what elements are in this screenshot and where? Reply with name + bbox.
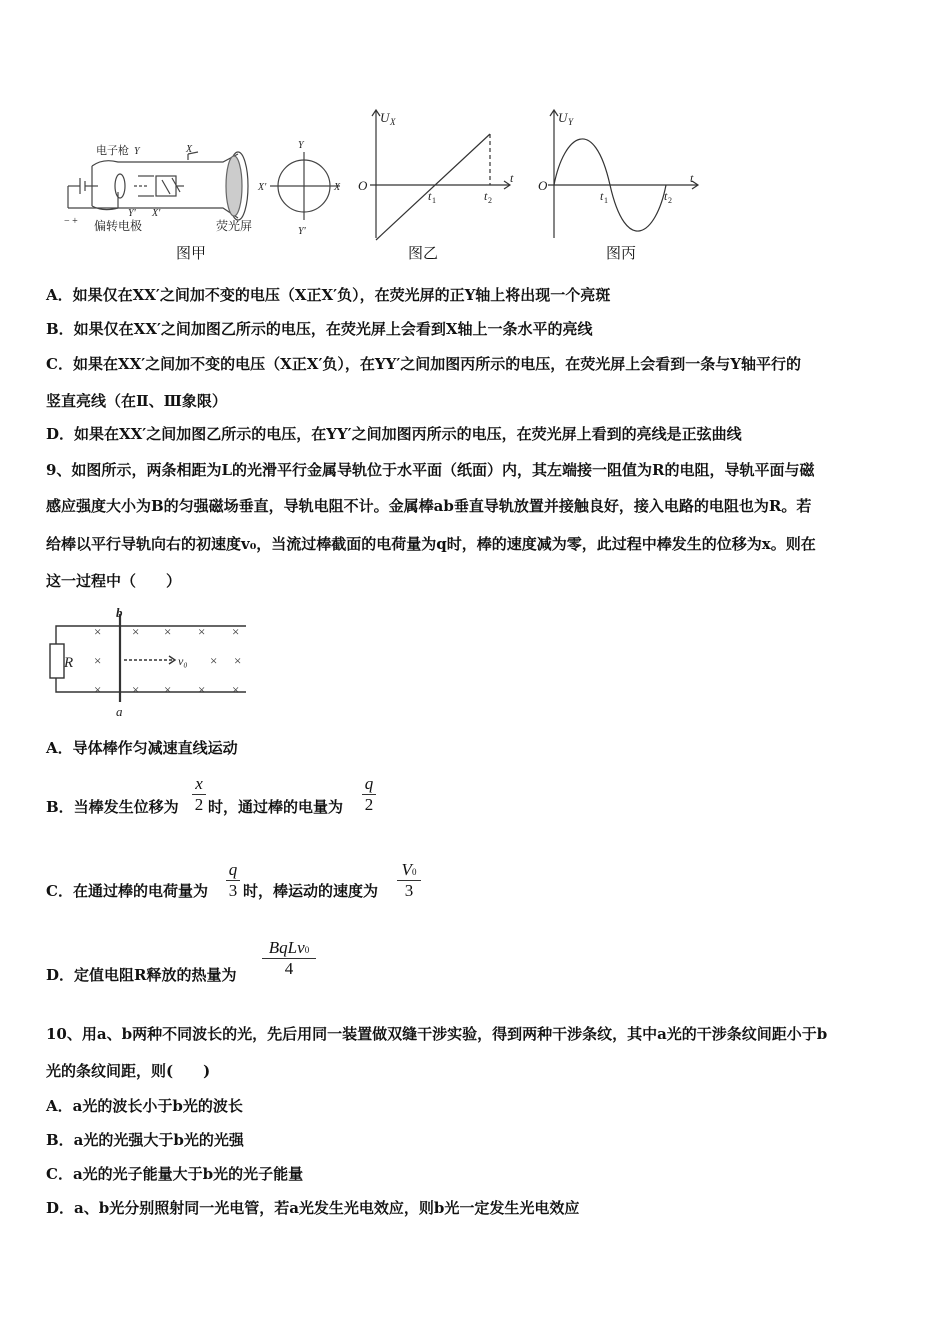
q8-option-d: D．如果在XX′之间加图乙所示的电压，在YY′之间加图丙所示的电压，在荧光屏上看到的亮线是正弦曲线 (46, 425, 742, 443)
q9-stem-2: 感应强度大小为B的匀强磁场垂直，导轨电阻不计。金属棒ab垂直导轨放置并接触良好，接入电路的电阻也为R。若 (46, 497, 812, 515)
label-screen-x: X (334, 182, 341, 193)
svg-text:×: × (164, 624, 172, 639)
svg-text:×: × (234, 653, 242, 668)
point-b-label: b (116, 606, 123, 620)
caption-yi: 图乙 (408, 244, 439, 262)
resistor-label: R (64, 655, 74, 671)
figure-bing-graph (534, 104, 704, 244)
figure-jia-diagram (58, 138, 348, 238)
q9-stem-1: 9、如图所示，两条相距为L的光滑平行金属导轨位于水平面（纸面）内，其左端接一阻值为R的电阻，导轨平面与磁 (46, 461, 815, 479)
svg-text:×: × (94, 682, 102, 697)
label-x: X (186, 144, 193, 155)
label-x-prime: X' (152, 208, 161, 219)
svg-text:×: × (198, 682, 206, 697)
q9-option-b-frac-q: $\frac{q}{2}$ (362, 774, 376, 815)
caption-jia: 图甲 (176, 244, 207, 262)
yi-t2: t (484, 189, 488, 203)
svg-text:×: × (232, 624, 240, 639)
q8-option-b: B．如果仅在XX′之间加图乙所示的电压，在荧光屏上会看到X轴上一条水平的亮线 (46, 320, 593, 338)
bing-t2-sub: 2 (668, 196, 672, 205)
q9-option-b-text1: B．当棒发生位移为 (46, 798, 179, 816)
q8-option-a: A．如果仅在XX′之间加不变的电压（X正X′负），在荧光屏的正Y轴上将出现一个亮斑 (46, 286, 611, 304)
q9-option-c-text2: 时，棒运动的速度为 (243, 882, 379, 900)
label-y-prime: Y' (128, 208, 136, 219)
bing-t1: t (600, 189, 604, 203)
label-screen-y-prime: Y' (298, 226, 306, 237)
q10-option-c: C．a光的光子能量大于b光的光子能量 (46, 1165, 304, 1183)
q8-option-c: C．如果在XX′之间加不变的电压（X正X′负），在YY′之间加图丙所示的电压，在荧光屏上会看到一条与Y轴平行的 (46, 355, 801, 373)
label-y: Y (134, 146, 140, 157)
yi-y-label: U (380, 110, 390, 125)
svg-text:×: × (210, 653, 218, 668)
q9-option-d-frac: BqLv0 4 (262, 938, 316, 979)
yi-t1: t (428, 189, 432, 203)
bing-y-sub: Y (568, 117, 574, 127)
q10-stem-1: 10、用a、b两种不同波长的光，先后用同一装置做双缝干涉实验，得到两种干涉条纹，其中a光的干涉条纹间距小于b (46, 1025, 828, 1043)
bing-origin: O (538, 178, 548, 193)
yi-t1-sub: 1 (432, 196, 436, 205)
yi-origin: O (358, 178, 368, 193)
label-battery-sign: − + (64, 216, 78, 227)
yi-t-label: t (510, 171, 514, 185)
svg-text:×: × (94, 653, 102, 668)
q9-stem-3: 给棒以平行导轨向右的初速度v₀，当流过棒截面的电荷量为q时，棒的速度减为零，此过程中棒发生的位移为x。则在 (46, 535, 816, 553)
q10-option-d: D．a、b光分别照射同一光电管，若a光发生光电效应，则b光一定发生光电效应 (46, 1199, 580, 1217)
label-screen-y: Y (298, 140, 304, 151)
label-gun: 电子枪 (96, 145, 129, 157)
q9-option-c-frac-q: $\frac{q}{3}$ (226, 860, 240, 901)
q9-option-c-frac-v: $\frac{V0}{3}$ (397, 860, 421, 901)
bing-t-label: t (690, 171, 694, 185)
q9-option-a: A．导体棒作匀减速直线运动 (46, 739, 238, 757)
bing-t2: t (664, 189, 668, 203)
figure-yi-graph (350, 104, 520, 244)
svg-text:×: × (132, 624, 140, 639)
svg-text:×: × (232, 682, 240, 697)
q9-option-d-text: D．定值电阻R释放的热量为 (46, 966, 237, 984)
yi-y-sub: X (390, 117, 396, 127)
svg-text:×: × (132, 682, 140, 697)
q9-option-b-text2: 时，通过棒的电量为 (208, 798, 344, 816)
velocity-label: v₀ (178, 654, 188, 668)
field-marks (94, 624, 241, 697)
svg-text:×: × (164, 682, 172, 697)
bing-t1-sub: 1 (604, 196, 608, 205)
q9-stem-4: 这一过程中（ ） (46, 572, 182, 590)
q9-option-c-text1: C．在通过棒的电荷量为 (46, 882, 208, 900)
q9-circuit-diagram (46, 606, 256, 718)
q10-option-a: A．a光的波长小于b光的波长 (46, 1097, 243, 1115)
q9-option-b-frac-x: $\frac{x}{2}$ (192, 774, 206, 815)
point-a-label: a (116, 704, 123, 718)
label-screen: 荧光屏 (216, 219, 253, 233)
caption-bing: 图丙 (606, 244, 637, 262)
yi-t2-sub: 2 (488, 196, 492, 205)
svg-text:×: × (198, 624, 206, 639)
bing-y-label: U (558, 110, 568, 125)
q8-option-c-cont: 竖直亮线（在Ⅱ、Ⅲ象限） (46, 392, 227, 410)
q10-stem-2: 光的条纹间距，则( ) (46, 1062, 211, 1080)
label-plates: 偏转电极 (94, 219, 143, 233)
q10-option-b: B．a光的光强大于b光的光强 (46, 1131, 244, 1149)
label-screen-x-prime: X' (258, 182, 267, 193)
svg-text:×: × (94, 624, 102, 639)
